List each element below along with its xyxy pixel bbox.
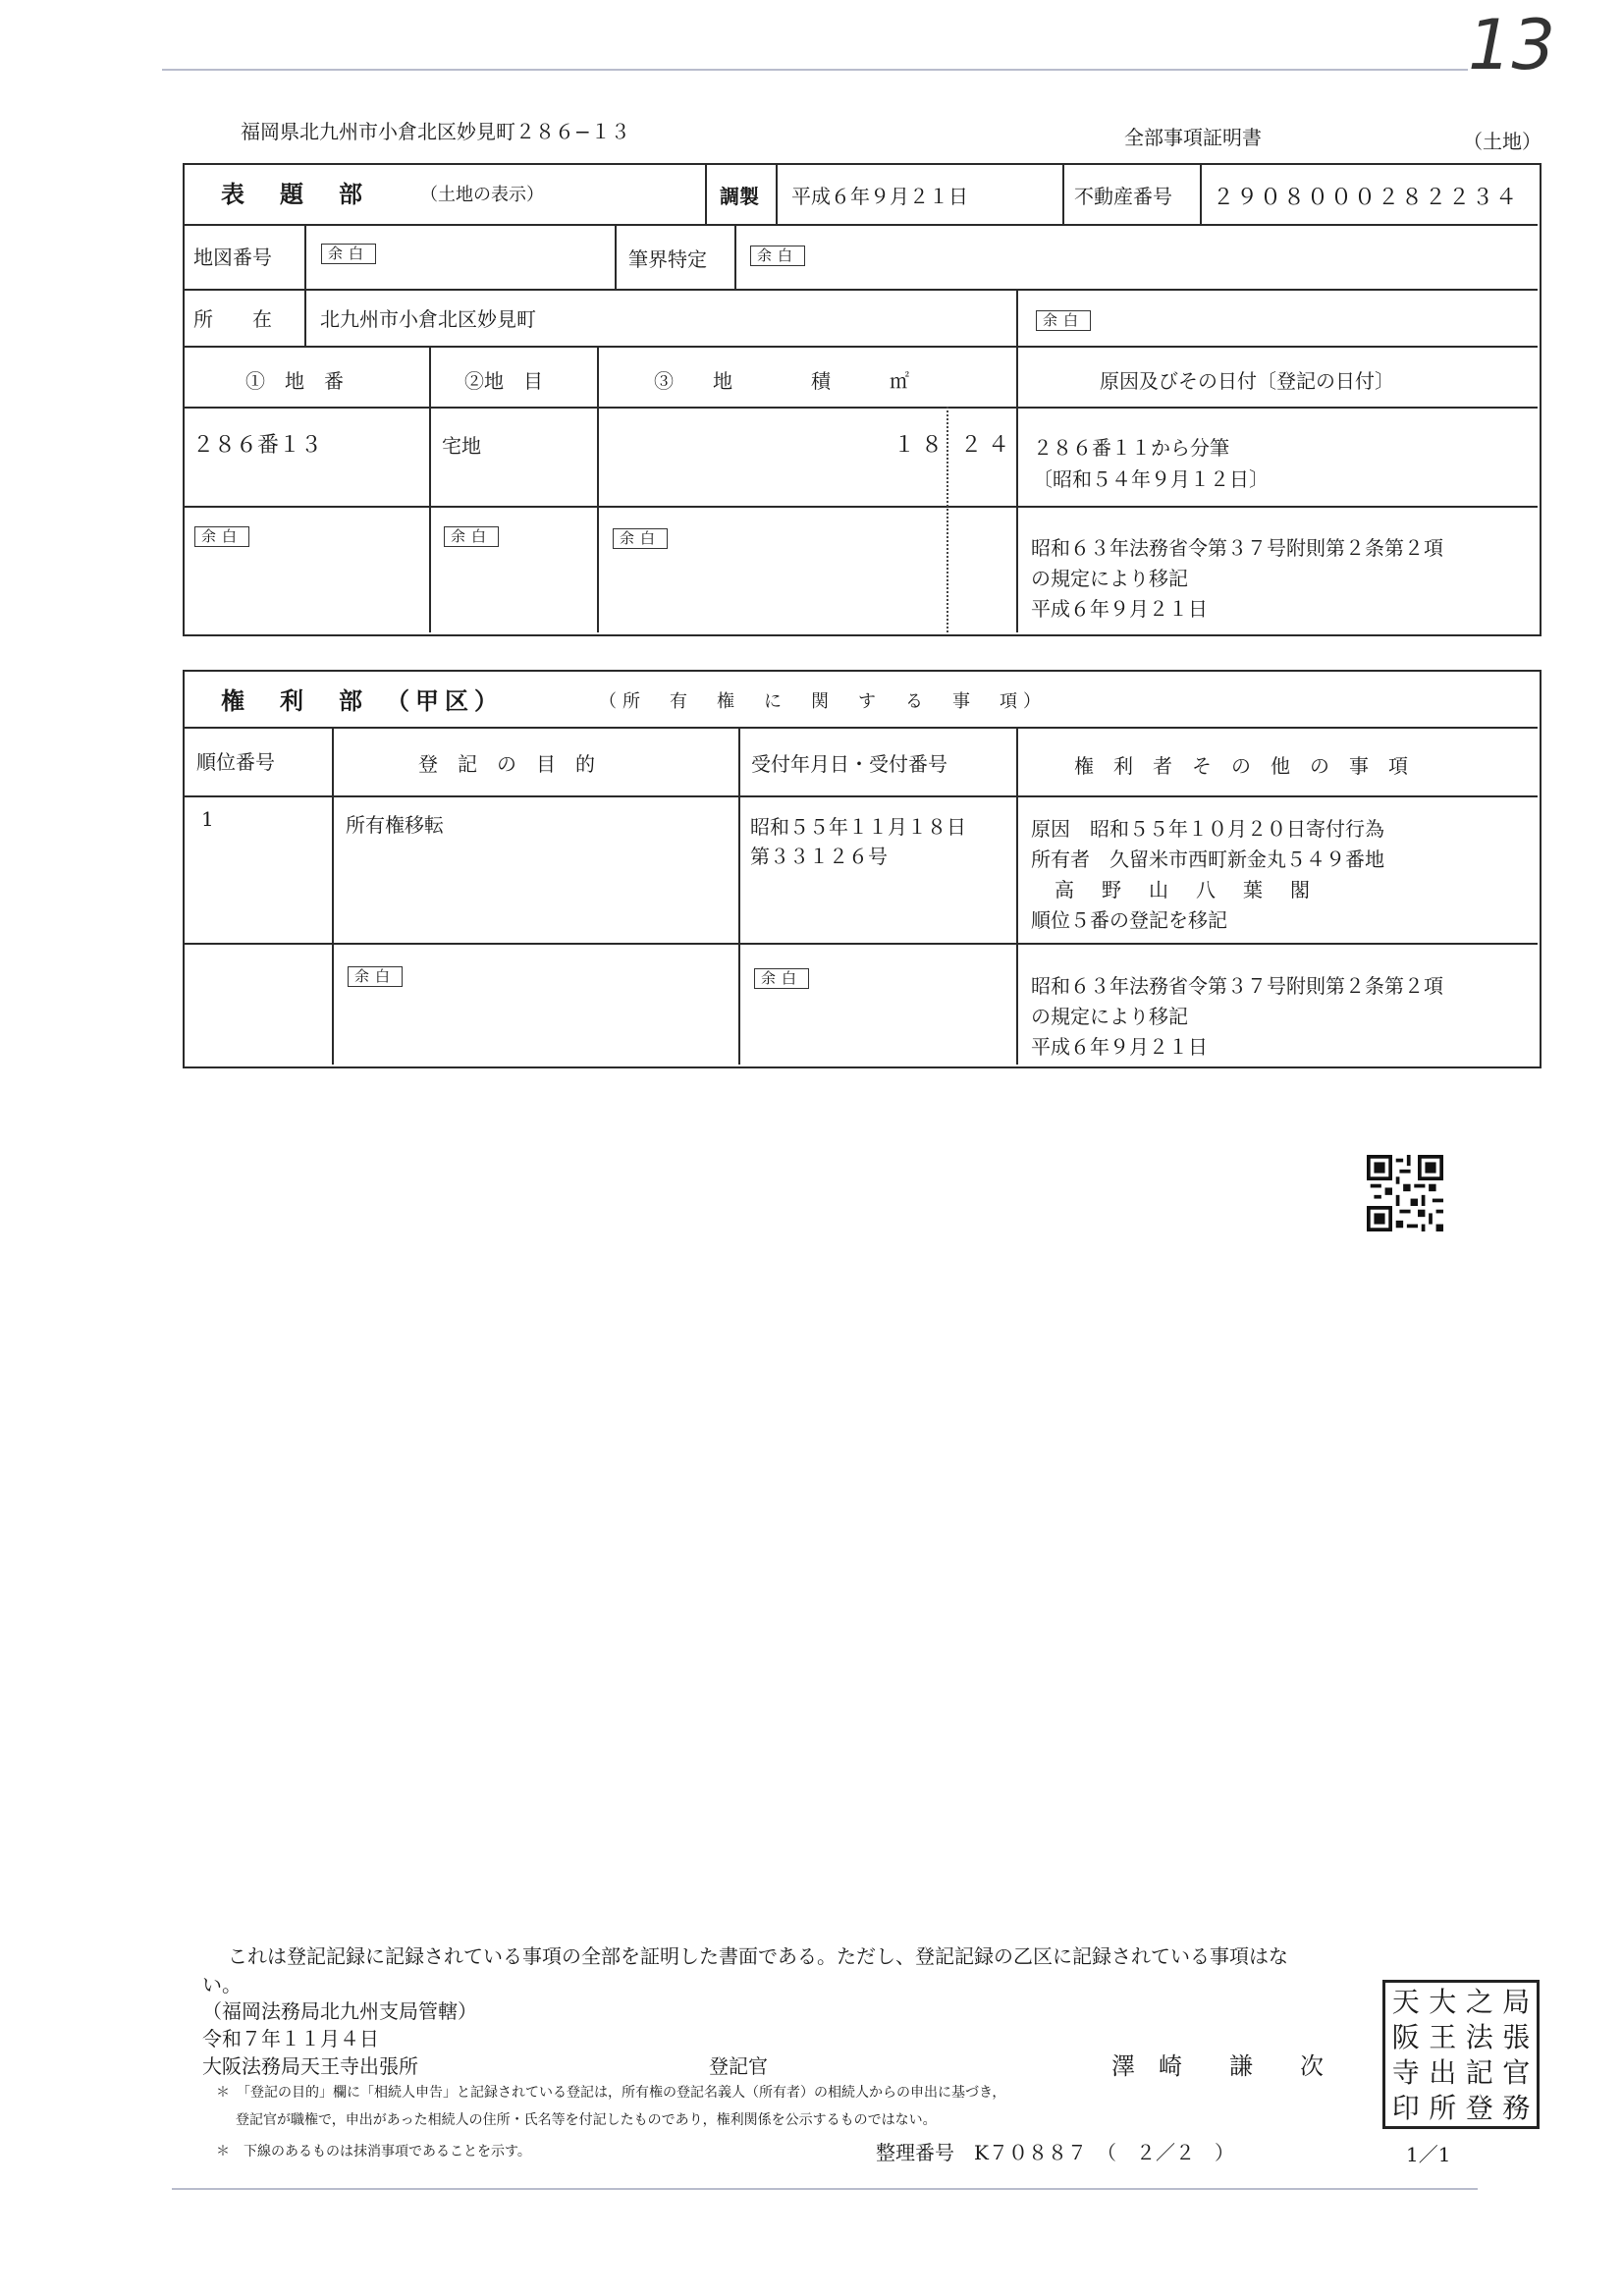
seal-char: 記 [1465, 2056, 1493, 2089]
registrar-name: 澤 崎 謙 次 [1111, 2052, 1324, 2080]
qr-code-icon [1367, 1155, 1443, 1231]
seal-char: 印 [1391, 2092, 1420, 2124]
chiseki-dec: ２４ [960, 433, 1016, 458]
certification-line: これは登記記録に記録されている事項の全部を証明した書面である。ただし、登記記録の乙区に記録されている事項はな [228, 1944, 1288, 1968]
seal-char: 出 [1429, 2056, 1457, 2089]
document-type: （土地） [1463, 130, 1542, 153]
certification-line: い。 [202, 1973, 242, 1996]
kenri-title: 権 利 部 （甲区） [221, 686, 504, 715]
rank-value: 1 [201, 807, 214, 831]
page-number: 1／1 [1406, 2143, 1451, 2166]
scan-line-bottom [172, 2188, 1478, 2190]
chimoku-value: 宅地 [442, 434, 481, 458]
purpose-yohaku: 余白 [348, 966, 403, 987]
jurisdiction: （福岡法務局北九州支局管轄） [202, 1999, 477, 2023]
purpose-value: 所有権移転 [346, 813, 444, 837]
page-mark: 13 [1468, 5, 1556, 85]
hikkai-label: 筆界特定 [628, 247, 707, 271]
seal-char: 寺 [1391, 2056, 1420, 2089]
chimoku-yohaku: 余白 [444, 526, 499, 547]
official-seal [1382, 1980, 1540, 2129]
cause-line: 〔昭和５４年９月１２日〕 [1033, 467, 1269, 491]
seal-char: 所 [1429, 2092, 1457, 2124]
chizu-label: 地図番号 [193, 246, 272, 269]
details-line: 原因 昭和５５年１０月２０日寄付行為 [1031, 817, 1384, 841]
seal-char: 登 [1465, 2092, 1493, 2124]
seal-char: 天 [1391, 1986, 1420, 2018]
registrar-label: 登記官 [709, 2054, 768, 2078]
note-line: ＊ 下線のあるものは抹消事項であることを示す。 [216, 2144, 531, 2159]
seal-char: 張 [1502, 2021, 1531, 2053]
seal-char: 之 [1465, 1986, 1493, 2018]
seal-char: 阪 [1391, 2021, 1420, 2053]
chizu-yohaku: 余白 [321, 244, 376, 264]
property-address: 福岡県北九州市小倉北区妙見町２８６−１３ [241, 120, 630, 143]
col-rank: 順位番号 [196, 750, 275, 774]
seiri-number: 整理番号 K７０８８７ （ ２／２ ） [876, 2141, 1234, 2164]
fudosan-label: 不動産番号 [1074, 185, 1172, 208]
details-line: 所有者 久留米市西町新金丸５４９番地 [1031, 847, 1384, 871]
issuing-office: 大阪法務局天王寺出張所 [202, 2054, 418, 2078]
shozai-yohaku: 余白 [1036, 310, 1091, 331]
details-line: 平成６年９月２１日 [1031, 1035, 1208, 1059]
receipt-line: 第３３１２６号 [750, 845, 888, 868]
col-chimoku: ②地 目 [464, 369, 543, 393]
details-line: 順位５番の登記を移記 [1031, 908, 1227, 932]
details-line: の規定により移記 [1031, 1005, 1188, 1028]
shozai-label: 所 在 [193, 307, 272, 331]
scan-line-top [162, 69, 1468, 71]
cause-line: の規定により移記 [1031, 567, 1188, 590]
col-purpose: 登 記 の 目 的 [418, 752, 595, 776]
chosei-label: 調製 [720, 185, 759, 208]
receipt-line: 昭和５５年１１月１８日 [750, 815, 966, 839]
seal-char: 局 [1502, 1986, 1531, 2018]
col-receipt: 受付年月日・受付番号 [751, 752, 947, 776]
details-line: 高 野 山 八 葉 閣 [1031, 878, 1314, 902]
details-line: 昭和６３年法務省令第３７号附則第２条第２項 [1031, 974, 1443, 998]
col-cause: 原因及びその日付〔登記の日付〕 [1100, 369, 1394, 393]
cause-line: ２８６番１１から分筆 [1033, 436, 1229, 460]
cause-line: 昭和６３年法務省令第３７号附則第２条第２項 [1031, 536, 1443, 560]
document-title: 全部事項証明書 [1124, 126, 1262, 149]
note-line: 登記官が職権で，申出があった相続人の住所・氏名等を付記したものであり，権利関係を公示するものではない。 [236, 2112, 937, 2128]
chiseki-int: １８ [893, 433, 949, 458]
chiseki-yohaku: 余白 [613, 528, 668, 549]
fudosan-number: ２９０８０００２８２２３４ [1213, 186, 1520, 210]
seal-char: 大 [1429, 1986, 1457, 2018]
hyodai-title: 表 題 部 [221, 180, 368, 208]
chiban-value: ２８６番１３ [192, 433, 323, 458]
kenri-subtitle: （所 有 権 に 関 す る 事 項） [599, 691, 1047, 712]
cause-line: 平成６年９月２１日 [1031, 597, 1208, 621]
seal-char: 官 [1502, 2056, 1531, 2089]
chosei-date: 平成６年９月２１日 [791, 185, 968, 208]
col-chiseki: ③ 地 積 ㎡ [654, 369, 909, 393]
col-chiban: ① 地 番 [245, 369, 344, 393]
hyodai-table [183, 163, 1542, 636]
seal-char: 法 [1465, 2021, 1493, 2053]
note-line: ＊ 「登記の目的」欄に「相続人申告」と記録されている登記は，所有権の登記名義人（所有者）の相続人からの申出に基づき， [216, 2085, 1006, 2101]
seal-char: 務 [1502, 2092, 1531, 2124]
hyodai-subtitle: （土地の表示） [420, 185, 544, 205]
issue-date: 令和７年１１月４日 [202, 2027, 379, 2050]
receipt-yohaku: 余白 [754, 968, 809, 989]
seal-char: 王 [1429, 2021, 1457, 2053]
hikkai-yohaku: 余白 [750, 246, 805, 266]
shozai-value: 北九州市小倉北区妙見町 [320, 307, 536, 331]
col-details: 権 利 者 そ の 他 の 事 項 [1074, 754, 1408, 778]
chiban-yohaku: 余白 [194, 526, 249, 547]
